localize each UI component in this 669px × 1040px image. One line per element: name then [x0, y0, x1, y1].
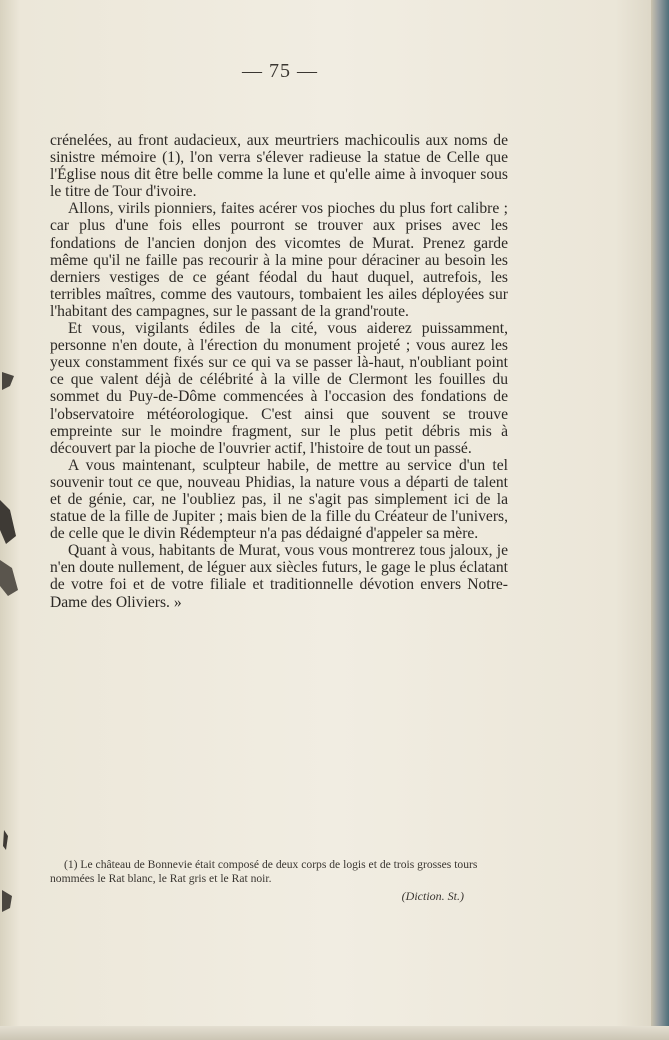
paragraph-2: Allons, virils pionniers, faites acérer vos pioches du plus fort calibre ; car plus d'une fois elles pourront se trouver aux prises avec les fondations de l'ancien donjon des vicomtes de Murat. Prenez garde même qu'il ne faille pas recourir à la mine pour déraciner au besoin les derniers vestiges de ce géant féodal du haut duquel, autrefois, les terribles maîtres, comme des vautours, tombaient les ailes déployées sur l'habitant des campagnes, sur le passant de la grand'route. — [50, 200, 508, 320]
footnote-text: (1) Le château de Bonnevie était composé de deux corps de logis et de trois grosses tours nommées le Rat blanc, le Rat gris et le Rat noir. — [50, 858, 478, 885]
paragraph-4: A vous maintenant, sculpteur habile, de mettre au service d'un tel souvenir tout ce que, nouveau Phidias, la nature vous a départi de talent et de génie, car, ne l'oubliez pas, il ne s'agit pas simplement ici de la statue de la fille de Jupiter ; mais bien de la fille du Créateur de l'univers, de celle que le divin Rédempteur n'a pas dédaigné d'appeler sa mère. — [50, 456, 508, 543]
page-edge — [651, 0, 669, 1040]
page-number: — 75 — — [242, 60, 318, 82]
footnote-source: (Diction. St.) — [401, 889, 464, 903]
bottom-edge — [0, 1026, 669, 1040]
body-text — [50, 132, 508, 611]
paragraph-5: Quant à vous, habitants de Murat, vous vous montrerez tous jaloux, je n'en doute nullement, de léguer aux siècles futurs, le gage le plus éclatant de votre foi et de votre filiale et traditionnelle dévotion envers Notre-Dame des Oliviers. » — [50, 542, 508, 611]
footnote — [50, 858, 508, 886]
paragraph-1: crénelées, au front audacieux, aux meurtriers machicoulis aux noms de sinistre mémoire (1), l'on verra s'élever radieuse la statue de Celle que l'Église nous dit être belle comme la lune et qu'elle aime à invoquer sous le titre de Tour d'ivoire. — [50, 132, 508, 201]
binding-marks — [0, 360, 22, 940]
paragraph-3: Et vous, vigilants édiles de la cité, vous aiderez puissamment, personne n'en doute, à l'érection du monument projeté ; vous aurez les yeux constamment fixés sur ce qui va se passer là-haut, n'oubliant point ce que valent déjà de célébrité à la ville de Clermont les fouilles du sommet du Puy-de-Dôme commencées à l'occasion des fondations de l'observatoire météorologique. C'est ainsi que souvent se trouve empreinte sur le moindre fragment, sur le plus petit débris mis à découvert par la pioche de l'ouvrier actif, l'histoire de tout un passé. — [50, 320, 508, 457]
